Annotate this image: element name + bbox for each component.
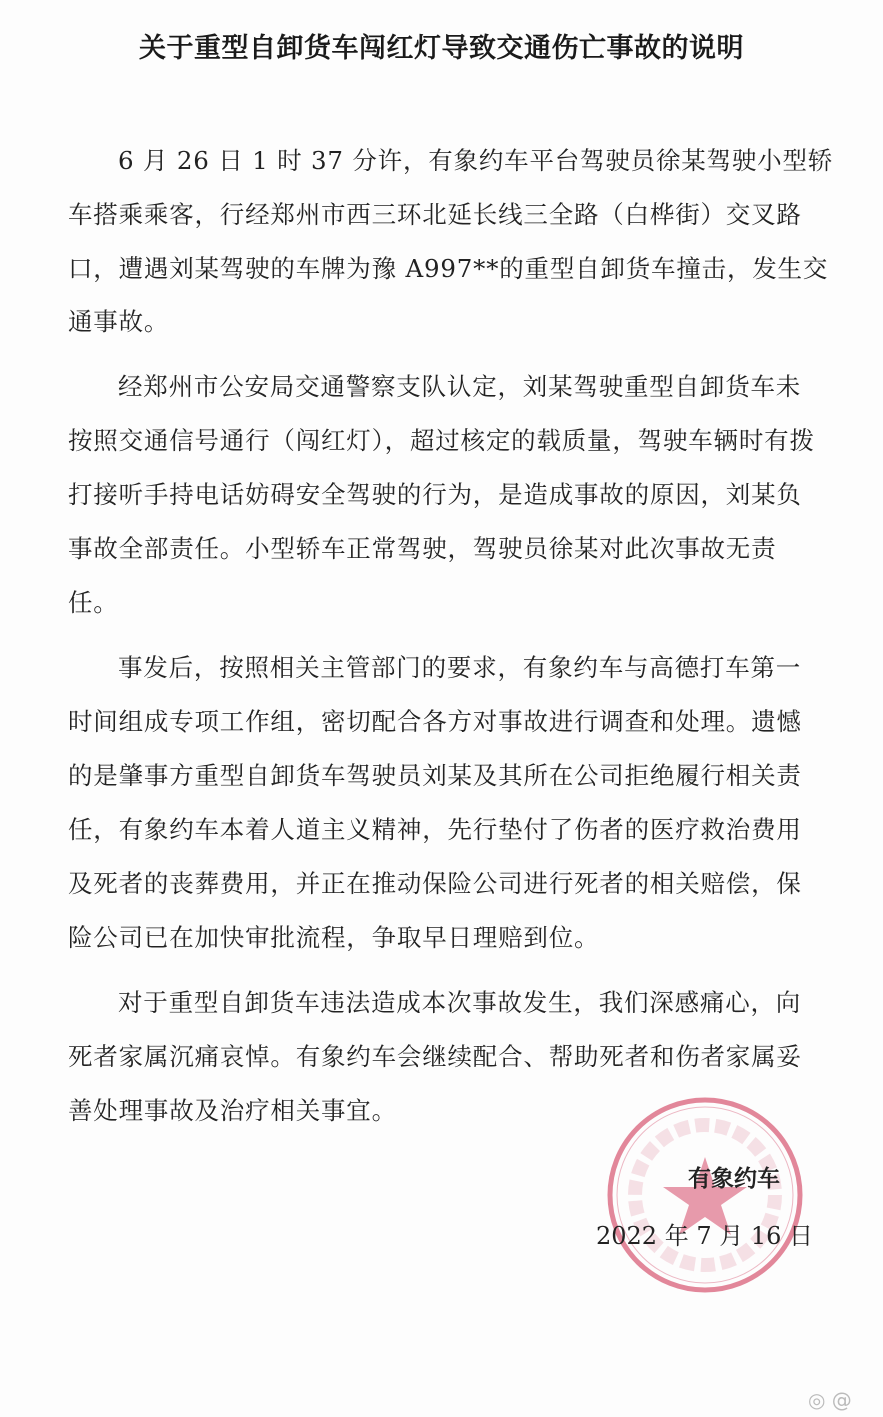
- paragraph-line: 对于重型自卸货车违法造成本次事故发生，我们深感痛心，向: [118, 988, 802, 1017]
- paragraph-line: 口，遭遇刘某驾驶的车牌为豫 A997**的重型自卸货车撞击，发生交: [68, 254, 829, 283]
- weibo-watermark: ◎ @: [808, 1388, 852, 1412]
- document-title: 关于重型自卸货车闯红灯导致交通伤亡事故的说明: [139, 33, 744, 64]
- paragraph-line: 及死者的丧葬费用，并正在推动保险公司进行死者的相关赔偿，保: [68, 869, 802, 898]
- paragraph-line: 车搭乘乘客，行经郑州市西三环北延长线三全路（白桦街）交叉路: [68, 200, 802, 229]
- document-date: 2022 年 7 月 16 日: [596, 1222, 814, 1250]
- paragraph-line: 任，有象约车本着人道主义精神，先行垫付了伤者的医疗救治费用: [68, 815, 802, 844]
- paragraph-line: 险公司已在加快审批流程，争取早日理赔到位。: [68, 923, 600, 952]
- paragraph-line: 任。: [68, 588, 119, 617]
- paragraph-line: 事发后，按照相关主管部门的要求，有象约车与高德打车第一: [118, 653, 802, 682]
- signature: 有象约车: [688, 1166, 780, 1192]
- paragraph-line: 按照交通信号通行（闯红灯），超过核定的载质量，驾驶车辆时有拨: [68, 426, 815, 455]
- paragraph-line: 事故全部责任。小型轿车正常驾驶，驾驶员徐某对此次事故无责: [68, 534, 777, 563]
- paragraph-line: 6 月 26 日 1 时 37 分许，有象约车平台驾驶员徐某驾驶小型轿: [118, 146, 834, 175]
- paragraph-line: 的是肇事方重型自卸货车驾驶员刘某及其所在公司拒绝履行相关责: [68, 761, 802, 790]
- paragraph-line: 善处理事故及治疗相关事宜。: [68, 1096, 397, 1125]
- paragraph-line: 打接听手持电话妨碍安全驾驶的行为，是造成事故的原因，刘某负: [68, 480, 802, 509]
- paragraph-line: 死者家属沉痛哀悼。有象约车会继续配合、帮助死者和伤者家属妥: [68, 1042, 802, 1071]
- paragraph-line: 经郑州市公安局交通警察支队认定，刘某驾驶重型自卸货车未: [118, 372, 802, 401]
- paragraph-line: 通事故。: [68, 307, 170, 336]
- paragraph-line: 时间组成专项工作组，密切配合各方对事故进行调查和处理。遗憾: [68, 707, 802, 736]
- company-seal: [605, 1095, 805, 1295]
